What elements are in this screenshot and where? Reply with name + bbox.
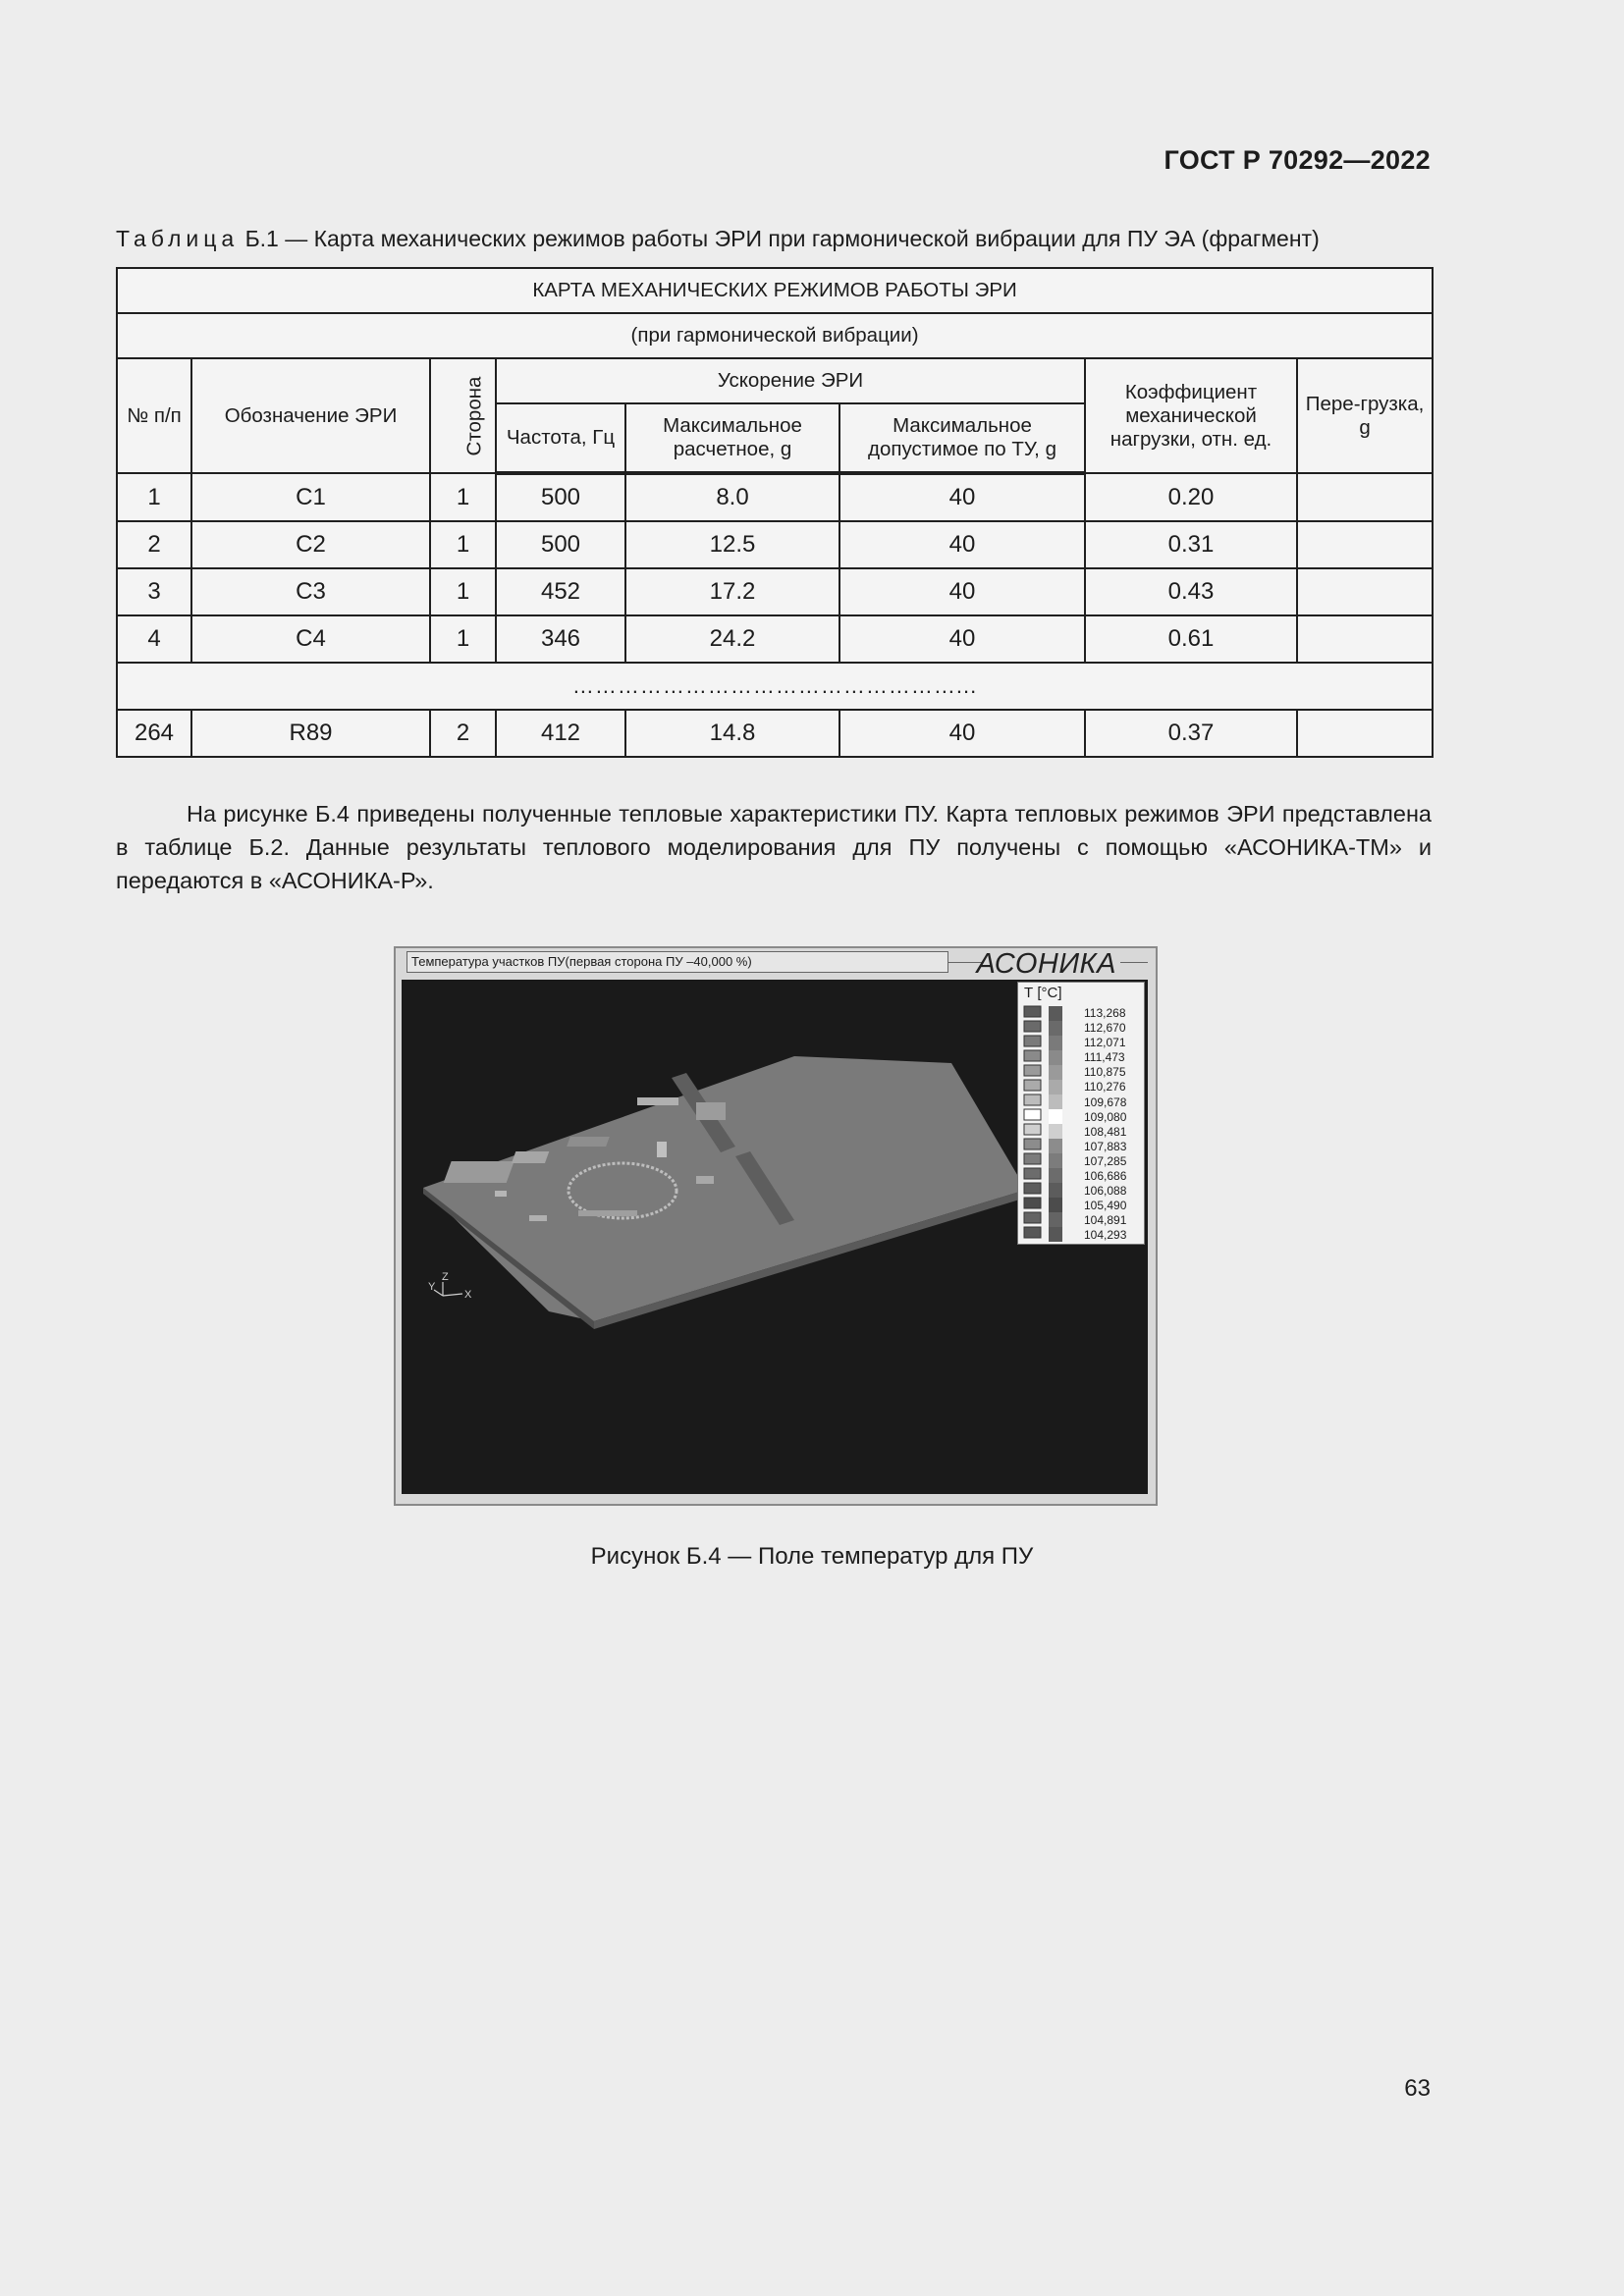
mechanical-modes-table	[116, 267, 1434, 758]
cell-designation: С3	[191, 568, 430, 615]
cell-side: 1	[430, 615, 496, 663]
legend-title: Т [°С]	[1024, 985, 1062, 1001]
table-row	[117, 568, 1433, 615]
header-side	[430, 358, 496, 473]
cell-max-calc: 17.2	[625, 568, 839, 615]
legend-gradient-bar	[1049, 1021, 1062, 1036]
legend-value: 112,071	[1084, 1036, 1126, 1050]
cell-designation: R89	[191, 710, 430, 757]
legend-gradient-bar	[1049, 1183, 1062, 1198]
pcb-component	[567, 1137, 610, 1147]
legend-swatch	[1024, 1198, 1041, 1208]
header-load-coef: Коэффициент механической нагрузки, отн. ед.	[1085, 358, 1297, 473]
legend-gradient-bar	[1049, 1006, 1062, 1021]
cell-load-coef: 0.31	[1085, 521, 1297, 568]
cell-max-allowed: 40	[839, 615, 1085, 663]
legend-value: 110,875	[1084, 1065, 1126, 1080]
legend-gradient-bar	[1049, 1036, 1062, 1050]
cell-num: 1	[117, 473, 191, 521]
legend-swatch	[1024, 1212, 1041, 1223]
cell-num: 4	[117, 615, 191, 663]
cell-overload	[1297, 521, 1433, 568]
cell-frequency: 346	[496, 615, 625, 663]
pcb-component	[444, 1161, 514, 1183]
legend-value: 106,686	[1084, 1169, 1127, 1184]
cell-frequency: 500	[496, 521, 625, 568]
legend-swatch	[1024, 1080, 1041, 1091]
cell-side: 1	[430, 473, 496, 521]
legend-gradient-bar	[1049, 1080, 1062, 1095]
cell-side: 1	[430, 568, 496, 615]
table-caption	[116, 226, 1432, 252]
cell-max-allowed: 40	[839, 710, 1085, 757]
cell-overload	[1297, 568, 1433, 615]
legend-gradient-bar	[1049, 1168, 1062, 1183]
header-frequency: Частота, Гц	[496, 403, 625, 473]
header-max-calc: Максимальное расчетное, g	[625, 403, 839, 473]
table-row	[117, 615, 1433, 663]
legend-swatch	[1024, 1021, 1041, 1032]
figure-caption: Рисунок Б.4 — Поле температур для ПУ	[590, 1543, 1034, 1570]
cell-max-calc: 14.8	[625, 710, 839, 757]
cell-side: 2	[430, 710, 496, 757]
standard-code: ГОСТ Р 70292—2022	[1164, 145, 1431, 175]
legend-value: 107,285	[1084, 1153, 1127, 1168]
pcb-component	[657, 1142, 667, 1157]
cell-designation: С2	[191, 521, 430, 568]
legend-value: 104,293	[1084, 1228, 1127, 1243]
legend-value: 108,481	[1084, 1124, 1127, 1139]
pcb-component	[512, 1151, 549, 1163]
thermal-render-area	[402, 980, 1148, 1494]
cell-load-coef: 0.43	[1085, 568, 1297, 615]
cell-frequency: 452	[496, 568, 625, 615]
figure-frame-line	[1120, 962, 1148, 963]
thermal-figure	[394, 946, 1158, 1506]
cell-side: 1	[430, 521, 496, 568]
legend-gradient-bar	[1049, 1109, 1062, 1124]
legend-swatch	[1024, 1065, 1041, 1076]
legend-gradient-bar	[1049, 1198, 1062, 1212]
legend-value: 109,678	[1084, 1095, 1127, 1109]
cell-load-coef: 0.20	[1085, 473, 1297, 521]
legend-swatch	[1024, 1183, 1041, 1194]
legend-value: 105,490	[1084, 1199, 1127, 1213]
legend-value: 109,080	[1084, 1109, 1127, 1124]
header-side-label: Сторона	[462, 376, 486, 455]
pcb-component	[637, 1097, 678, 1105]
legend-value: 104,891	[1084, 1213, 1127, 1228]
legend-swatch	[1024, 1006, 1041, 1017]
cell-max-calc: 8.0	[625, 473, 839, 521]
legend-value: 112,670	[1084, 1021, 1126, 1036]
pcb-component	[495, 1191, 507, 1197]
legend-gradient-bar	[1049, 1065, 1062, 1080]
legend-swatch	[1024, 1109, 1041, 1120]
pcb-component	[696, 1102, 726, 1120]
legend-swatch	[1024, 1168, 1041, 1179]
legend-swatch	[1024, 1153, 1041, 1164]
cell-max-allowed: 40	[839, 521, 1085, 568]
legend-gradient-bar	[1049, 1050, 1062, 1065]
legend-swatch	[1024, 1036, 1041, 1046]
cell-frequency: 500	[496, 473, 625, 521]
page-number: 63	[1404, 2075, 1431, 2102]
header-designation: Обозначение ЭРИ	[191, 358, 430, 473]
cell-load-coef: 0.37	[1085, 710, 1297, 757]
cell-num: 264	[117, 710, 191, 757]
pcb-component	[696, 1176, 714, 1184]
legend-value: 111,473	[1084, 1050, 1125, 1065]
table-caption-label: Таблица	[116, 226, 240, 251]
temperature-legend	[1017, 982, 1145, 1245]
pcb-component	[529, 1215, 547, 1221]
legend-gradient-bar	[1049, 1212, 1062, 1227]
body-paragraph	[116, 797, 1432, 897]
cell-overload	[1297, 473, 1433, 521]
cell-num: 2	[117, 521, 191, 568]
table-row	[117, 521, 1433, 568]
legend-swatch	[1024, 1124, 1041, 1135]
paragraph-text: На рисунке Б.4 приведены полученные тепловые характеристики ПУ. Карта тепловых режимов ЭРИ представлена в таблице Б.2. Данные результаты теплового моделирования для ПУ получены с помощью «АСОНИКА-ТМ» и передаются в «АСОНИКА-Р».	[116, 801, 1432, 893]
legend-gradient-bar	[1049, 1227, 1062, 1242]
header-accel-group: Ускорение ЭРИ	[496, 358, 1085, 403]
legend-values	[1084, 1006, 1126, 1244]
asonika-logo: АСОНИКА	[976, 948, 1116, 980]
axis-label-x: X	[464, 1289, 472, 1301]
legend-gradient-bar	[1049, 1153, 1062, 1168]
legend-value: 113,268	[1084, 1006, 1126, 1020]
axis-triad	[434, 1282, 462, 1296]
cell-overload	[1297, 710, 1433, 757]
legend-swatch	[1024, 1227, 1041, 1238]
legend-swatch	[1024, 1139, 1041, 1149]
cell-frequency: 412	[496, 710, 625, 757]
cell-max-calc: 12.5	[625, 521, 839, 568]
cell-max-allowed: 40	[839, 568, 1085, 615]
figure-window-title: Температура участков ПУ(первая сторона ПУ –40,000 %)	[406, 951, 948, 973]
cell-max-allowed: 40	[839, 473, 1085, 521]
legend-swatch	[1024, 1050, 1041, 1061]
table-caption-text: Б.1 — Карта механических режимов работы ЭРИ при гармонической вибрации для ПУ ЭА (фрагмент)	[239, 226, 1320, 251]
legend-gradient-bar	[1049, 1095, 1062, 1109]
legend-value: 110,276	[1084, 1080, 1126, 1095]
cell-max-calc: 24.2	[625, 615, 839, 663]
header-max-allowed: Максимальное допустимое по ТУ, g	[839, 403, 1085, 473]
table-title: КАРТА МЕХАНИЧЕСКИХ РЕЖИМОВ РАБОТЫ ЭРИ	[117, 268, 1433, 313]
cell-designation: С1	[191, 473, 430, 521]
legend-gradient-bar	[1049, 1139, 1062, 1153]
legend-swatch	[1024, 1095, 1041, 1105]
legend-value: 107,883	[1084, 1139, 1127, 1153]
table-ellipsis-row: ……………………………………………...	[117, 663, 1433, 710]
cell-load-coef: 0.61	[1085, 615, 1297, 663]
axis-label-z: Z	[442, 1271, 449, 1283]
table-subtitle: (при гармонической вибрации)	[117, 313, 1433, 358]
axis-label-y: Y	[428, 1281, 436, 1293]
table-row	[117, 473, 1433, 521]
cell-num: 3	[117, 568, 191, 615]
pcb-component	[578, 1210, 637, 1216]
cell-overload	[1297, 615, 1433, 663]
header-overload: Пере-грузка, g	[1297, 358, 1433, 473]
cell-designation: С4	[191, 615, 430, 663]
legend-gradient-bar	[1049, 1124, 1062, 1139]
header-num: № п/п	[117, 358, 191, 473]
table-row	[117, 710, 1433, 757]
legend-value: 106,088	[1084, 1184, 1127, 1199]
legend-swatches	[1022, 1004, 1069, 1246]
